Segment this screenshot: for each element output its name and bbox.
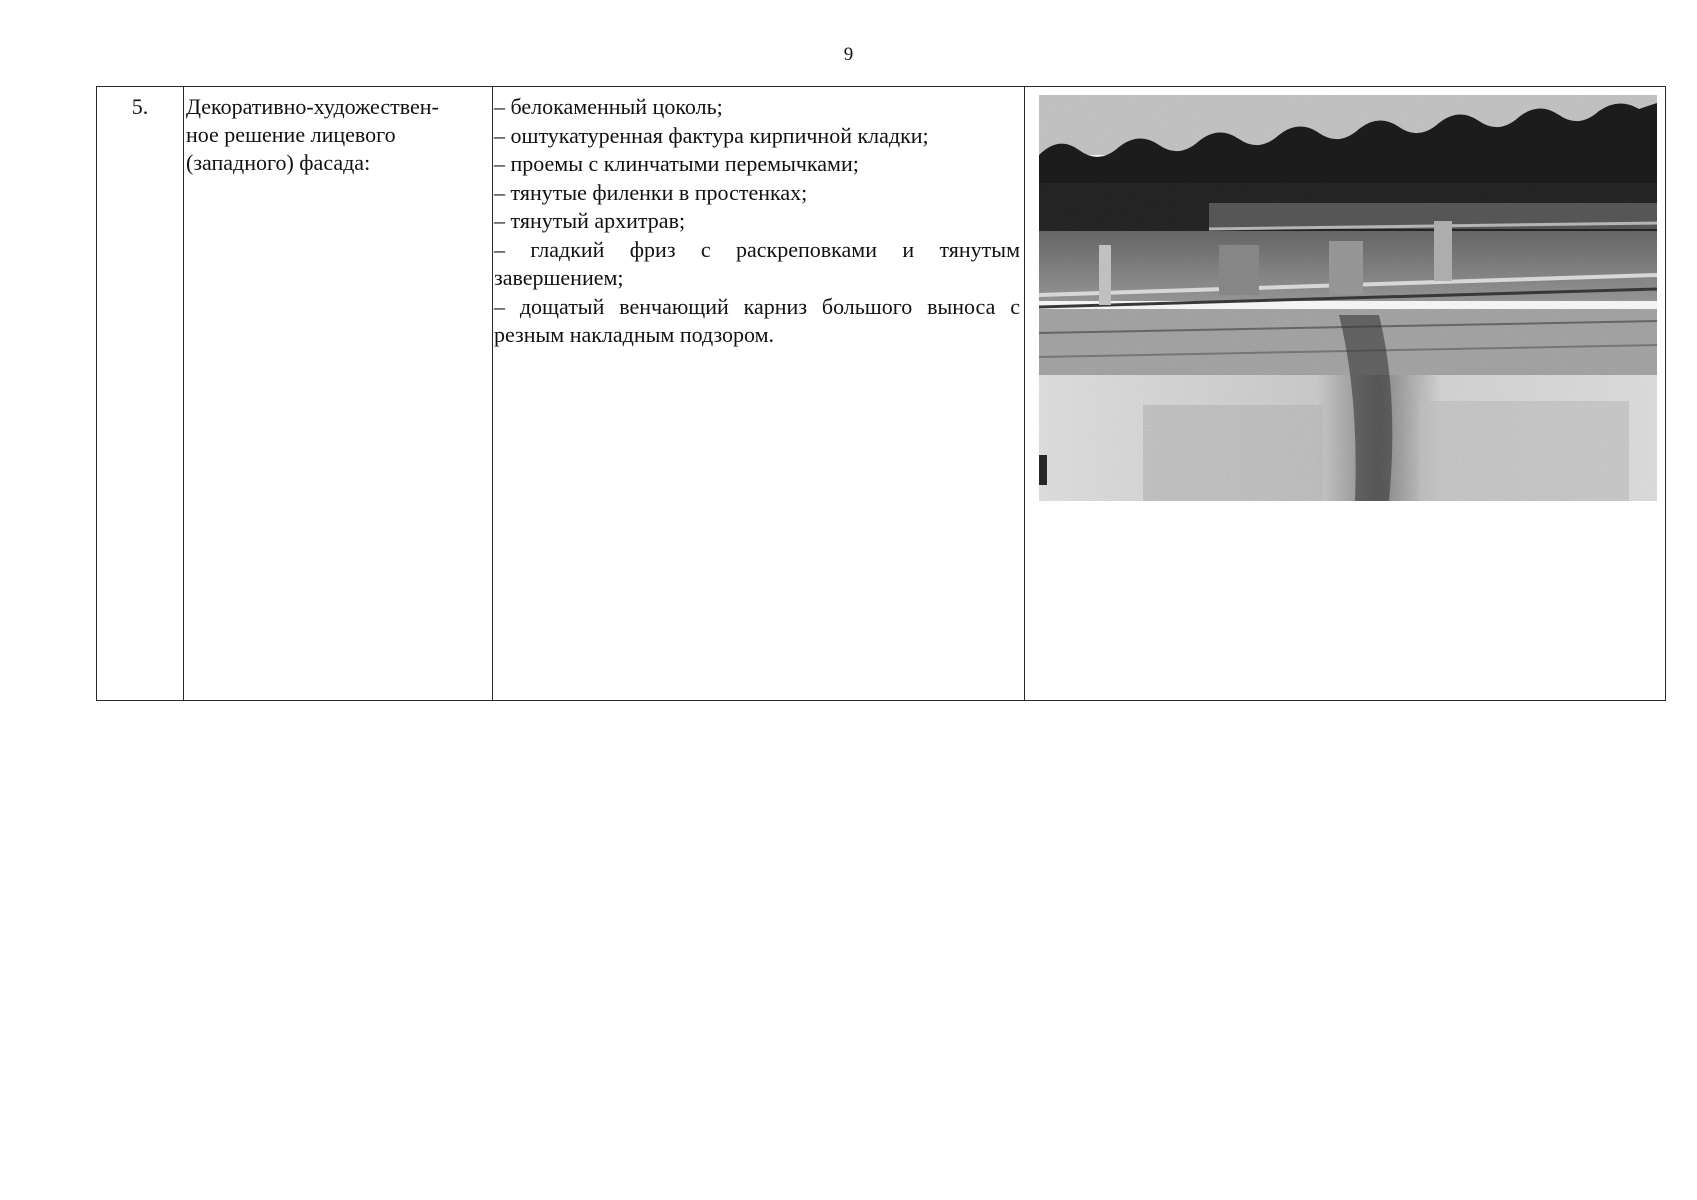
feature-item: – гладкий фриз с раскреповками и тянутым xyxy=(494,236,1020,262)
feature-item: – проемы с клинчатыми перемычками; xyxy=(494,151,859,176)
feature-item: – оштукатуренная фактура кирпичной кладки; xyxy=(494,122,929,148)
facade-table xyxy=(96,86,1666,701)
feature-item: – белокаменный цоколь; xyxy=(494,94,723,119)
photo-cell xyxy=(1025,87,1665,700)
row-number: 5. xyxy=(131,94,149,119)
facade-photo xyxy=(1039,95,1657,501)
row-number-cell xyxy=(97,87,184,700)
element-name-line: ное решение лицевого xyxy=(186,122,396,147)
feature-item-continuation: резным накладным подзором. xyxy=(494,322,775,347)
element-name-line: (западного) фасада: xyxy=(186,150,371,175)
features-cell xyxy=(493,87,1025,700)
feature-item: – тянутые филенки в простенках; xyxy=(494,179,808,205)
element-name-cell xyxy=(184,87,493,700)
page-number: 9 xyxy=(843,44,854,65)
feature-item-continuation: завершением; xyxy=(494,265,624,290)
element-name-line: Декоративно-художествен- xyxy=(186,94,439,119)
feature-item: – тянутый архитрав; xyxy=(494,208,686,233)
feature-item: – дощатый венчающий карниз большого выноса с xyxy=(494,293,1020,319)
